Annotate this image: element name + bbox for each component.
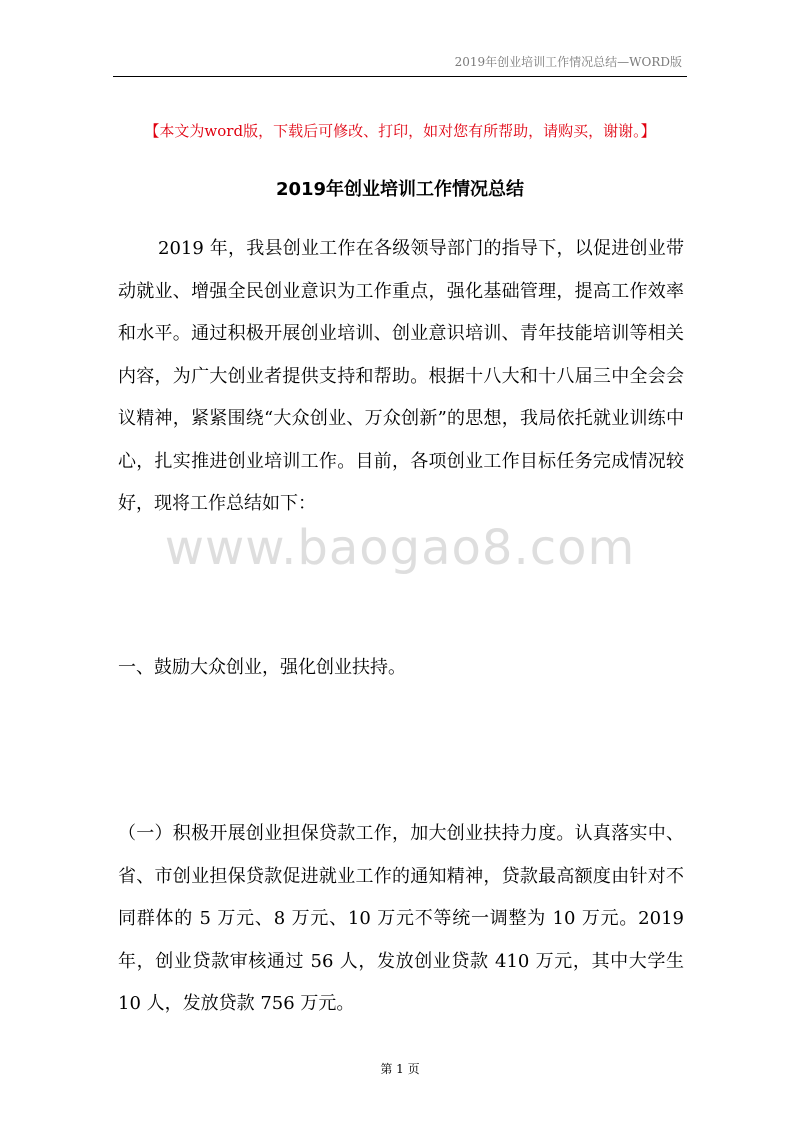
page-number: 第 1 页 — [380, 1062, 420, 1076]
running-header: 2019年创业培训工作情况总结—WORD版 — [454, 55, 682, 69]
header-rule — [113, 76, 687, 77]
document-title: 2019年创业培训工作情况总结 — [275, 179, 525, 200]
intro-paragraph: 2019 年，我县创业工作在各级领导部门的指导下，以促进创业带动就业、增强全民创业意识为工作重点，强化基础管理，提高工作效率和水平。通过积极开展创业培训、创业意识培训、青年技能培训等相关内容，为广大创业者提供支持和帮助。根据十八大和十八届三中全会会议精神，紧紧围绕“大众创业、万众创新”的思想，我局依托就业训练中心，扎实推进创业培训工作。目前，各项创业工作目标任务完成情况较好，现将工作总结如下： — [118, 238, 684, 514]
section-item-paragraph: （一）积极开展创业担保贷款工作，加大创业扶持力度。认真落实中、省、市创业担保贷款促进就业工作的通知精神，贷款最高额度由针对不同群体的 5 万元、8 万元、10 万元不等统一调整为 10 万元。2019 年，创业贷款审核通过 56 人，发放创业贷款 410 万元，其中大学生 10 人，发放贷款 756 万元。 — [118, 823, 684, 1014]
section-heading: 一、鼓励大众创业，强化创业扶持。 — [118, 657, 406, 678]
download-notice: 【本文为word版，下载后可修改、打印，如对您有所帮助，请购买，谢谢。】 — [144, 122, 656, 140]
watermark: www.baogao8.com — [164, 520, 636, 576]
